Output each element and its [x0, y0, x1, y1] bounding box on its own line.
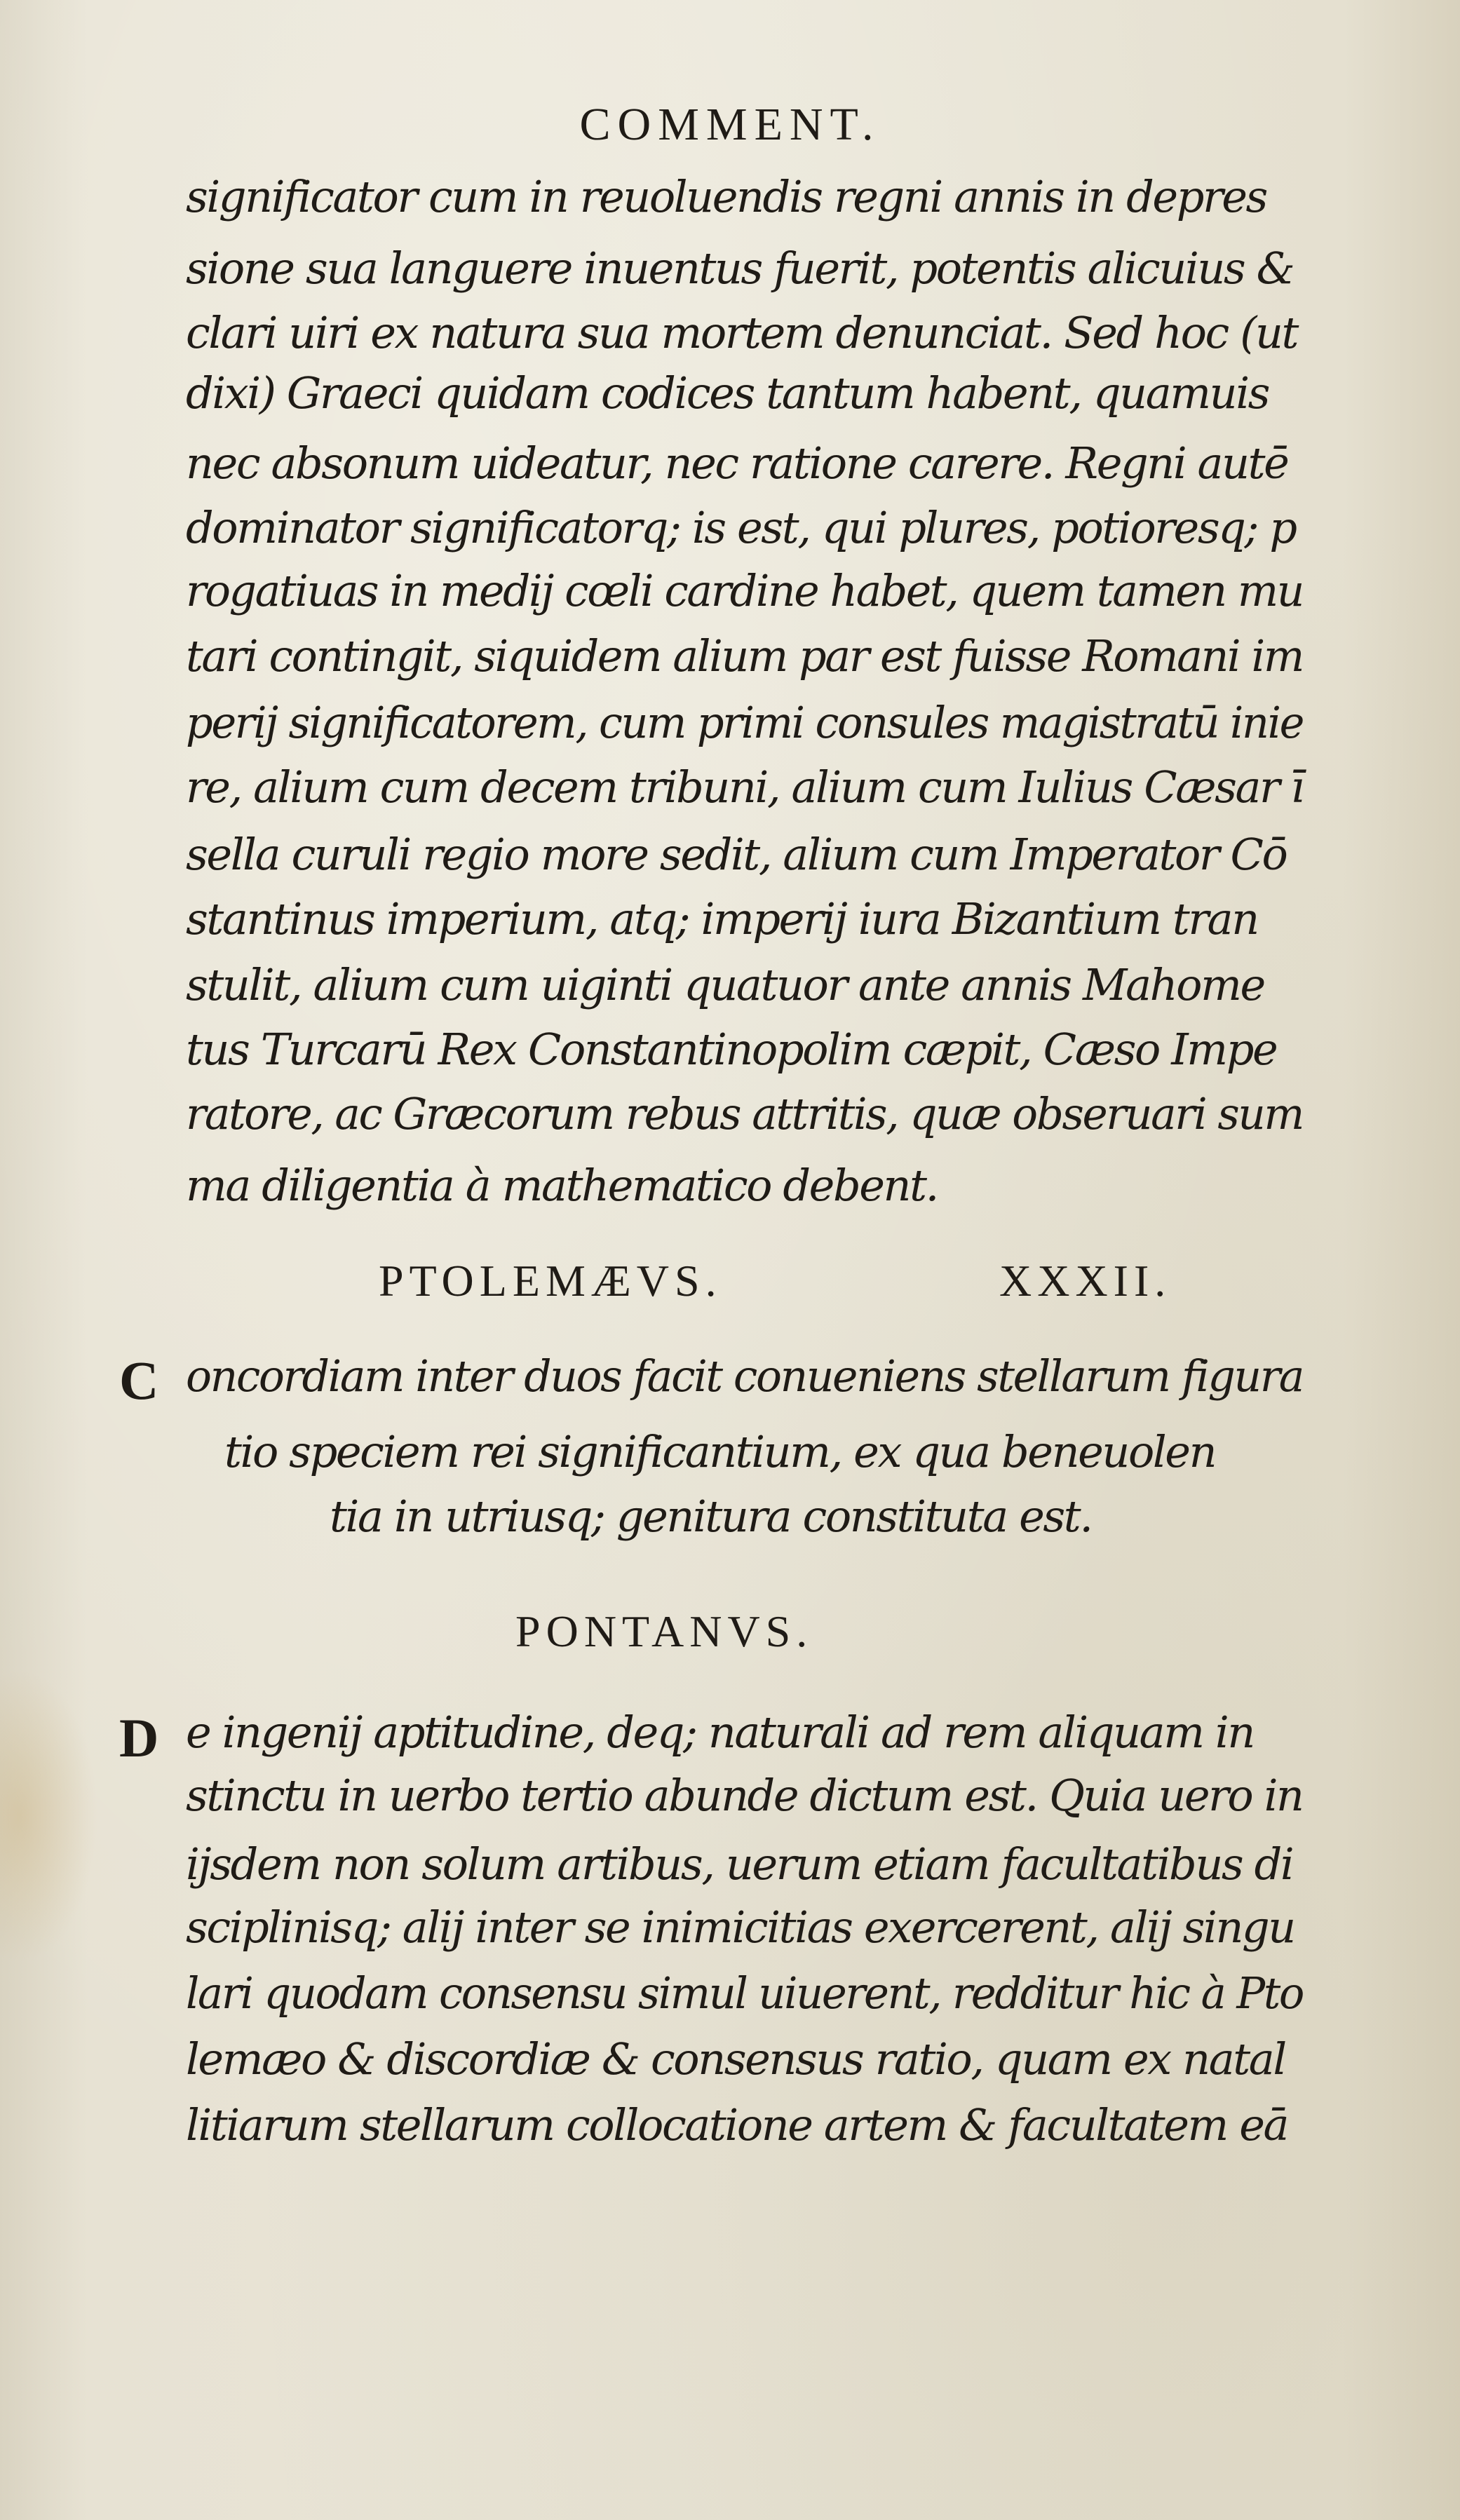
- comment-line: sella curuli regio more sedit, alium cum Imperator Cō: [186, 829, 1287, 880]
- initial-letter-d: D: [119, 1707, 159, 1768]
- aphorism-line: oncordiam inter duos facit conueniens stellarum figura: [186, 1350, 1303, 1402]
- comment-line: significator cum in reuoluendis regni annis in depres: [186, 171, 1266, 222]
- aphorism-number: XXXII.: [999, 1256, 1172, 1306]
- pontanus-line: ijsdem non solum artibus, uerum etiam facultatibus di: [186, 1838, 1293, 1890]
- comment-line: tus Turcarū Rex Constantinopolim cæpit, Cæso Impe: [186, 1024, 1277, 1075]
- pontanus-line: litiarum stellarum collocatione artem & facultatem eā: [186, 2099, 1288, 2150]
- comment-line: re, alium cum decem tribuni, alium cum Iulius Cæsar ī: [186, 761, 1303, 813]
- pontanus-line: sciplinisq; alij inter se inimicitias exercerent, alij singu: [186, 1902, 1295, 1953]
- aphorism-line: tio speciem rei significantium, ex qua beneuolen: [224, 1426, 1216, 1477]
- comment-line: clari uiri ex natura sua mortem denunciat. Sed hoc (ut: [186, 307, 1298, 358]
- aphorism-line: tia in utriusq; genitura constituta est.: [330, 1491, 1092, 1542]
- comment-line: stulit, alium cum uiginti quatuor ante annis Mahome: [186, 959, 1264, 1010]
- comment-line: ma diligentia à mathematico debent.: [186, 1160, 938, 1211]
- comment-line: perij significatorem, cum primi consules magistratū inie: [186, 697, 1303, 748]
- comment-line: sione sua languere inuentus fuerit, potentis alicuius &: [186, 243, 1294, 294]
- pontanus-line: lari quodam consensu simul uiuerent, redditur hic à Pto: [186, 1967, 1303, 2019]
- pontanus-line: lemæo & discordiæ & consensus ratio, quam ex natal: [186, 2033, 1285, 2085]
- section-heading-ptolemaeus: PTOLEMÆVS.: [379, 1256, 722, 1306]
- comment-line: rogatiuas in medij cœli cardine habet, quem tamen mu: [186, 565, 1303, 616]
- comment-line: nec absonum uideatur, nec ratione carere. Regni autē: [186, 438, 1288, 489]
- pontanus-line: e ingenij aptitudine, deq; naturali ad rem aliquam in: [186, 1707, 1254, 1758]
- comment-line: dixi) Graeci quidam codices tantum habent, quamuis: [186, 367, 1269, 419]
- comment-line: tari contingit, siquidem alium par est fuisse Romani im: [186, 630, 1303, 682]
- running-head: COMMENT.: [579, 99, 881, 150]
- initial-letter-c: C: [119, 1350, 159, 1411]
- page-stain: [0, 1669, 98, 1963]
- comment-line: stantinus imperium, atq; imperij iura Bizantium tran: [186, 893, 1258, 944]
- pontanus-line: stinctu in uerbo tertio abunde dictum est. Quia uero in: [186, 1770, 1303, 1821]
- comment-line: dominator significatorq; is est, qui plures, potioresq; p: [186, 502, 1296, 553]
- section-heading-pontanus: PONTANVS.: [515, 1606, 813, 1656]
- comment-line: ratore, ac Græcorum rebus attritis, quæ obseruari sum: [186, 1088, 1303, 1139]
